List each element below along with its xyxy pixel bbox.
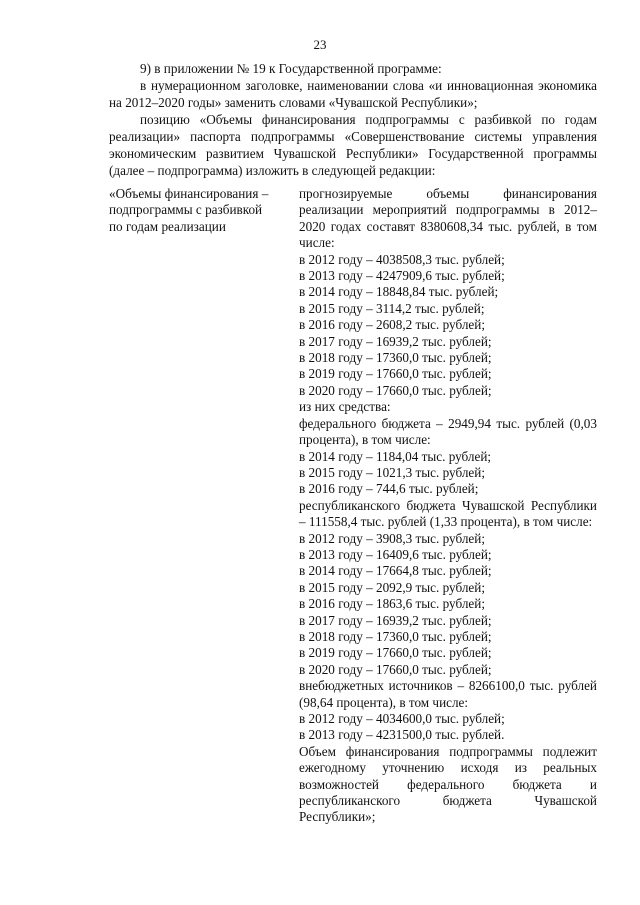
table-left-column: [109, 186, 285, 235]
republic-year-line: в 2018 году – 17360,0 тыс. рублей;: [299, 628, 492, 644]
total-financing-text: прогнозируемые объемы финансирования реализации мероприятий подпрограммы в 2012–2020 годах составят 8380608,34 тыс. рублей, в том числе:: [299, 186, 597, 251]
extrabudgetary-text: внебюджетных источников – 8266100,0 тыс. рублей (98,64 процента), в том числе:: [299, 678, 597, 710]
republic-year-line: в 2015 году – 2092,9 тыс. рублей;: [299, 579, 485, 595]
intro-paragraph-1: 9) в приложении № 19 к Государственной программе:: [140, 61, 442, 76]
republic-year-line: в 2020 году – 17660,0 тыс. рублей;: [299, 661, 492, 677]
financing-note: Объем финансирования подпрограммы подлежит ежегодному уточнению исходя из реальных возможностей федерального бюджета и республиканского бюджета Чувашской Республики»;: [299, 743, 597, 825]
republic-year-line: в 2012 году – 3908,3 тыс. рублей;: [299, 530, 485, 546]
total-year-line: в 2015 году – 3114,2 тыс. рублей;: [299, 300, 485, 316]
extrabudgetary-year-line: в 2012 году – 4034600,0 тыс. рублей;: [299, 711, 505, 726]
republic-year-line: в 2017 году – 16939,2 тыс. рублей;: [299, 612, 492, 628]
total-year-line: в 2017 году – 16939,2 тыс. рублей;: [299, 333, 492, 349]
extrabudgetary-year-line: в 2013 году – 4231500,0 тыс. рублей.: [299, 727, 505, 743]
republic-year-line: в 2014 году – 17664,8 тыс. рублей;: [299, 563, 492, 579]
total-year-line: в 2016 году – 2608,2 тыс. рублей;: [299, 317, 485, 333]
of-them-label: из них средства:: [299, 399, 391, 415]
total-year-line: в 2012 году – 4038508,3 тыс. рублей;: [299, 251, 505, 267]
total-year-line: в 2014 году – 18848,84 тыс. рублей;: [299, 284, 499, 300]
federal-year-line: в 2016 году – 744,6 тыс. рублей;: [299, 481, 479, 497]
republic-budget-text: республиканского бюджета Чувашской Республики – 111558,4 тыс. рублей (1,33 процента), в том числе:: [299, 497, 597, 530]
total-year-line: в 2019 году – 17660,0 тыс. рублей;: [299, 366, 492, 382]
total-year-line: в 2013 году – 4247909,6 тыс. рублей;: [299, 268, 505, 284]
federal-budget-text: федерального бюджета – 2949,94 тыс. рублей (0,03 процента), в том числе:: [299, 415, 597, 448]
republic-year-line: в 2019 году – 17660,0 тыс. рублей;: [299, 645, 492, 661]
table-right-column: [299, 186, 597, 826]
federal-year-line: в 2015 году – 1021,3 тыс. рублей;: [299, 464, 485, 480]
page-number: 23: [313, 37, 327, 52]
total-year-line: в 2020 году – 17660,0 тыс. рублей;: [299, 382, 492, 398]
intro-text: [109, 60, 597, 179]
total-year-line: в 2018 году – 17360,0 тыс. рублей;: [299, 350, 492, 366]
republic-year-line: в 2013 году – 16409,6 тыс. рублей;: [299, 546, 492, 562]
left-label-line: «Объемы финансирования –: [109, 186, 269, 201]
intro-paragraph-2: в нумерационном заголовке, наименовании слова «и инновационная экономика на 2012–2020 годы» заменить словами «Чувашской Республики»;: [109, 78, 597, 110]
left-label-line: по годам реализации: [109, 218, 226, 234]
intro-paragraph-3: позицию «Объемы финансирования подпрограммы с разбивкой по годам реализации» паспорта подпрограммы «Совершенствование системы управления экономическим развитием Чувашской Республики» Государственной программы (далее – подпрограмма) изложить в следующей редакции:: [109, 112, 597, 178]
left-label-line: подпрограммы с разбивкой: [109, 202, 263, 218]
federal-year-line: в 2014 году – 1184,04 тыс. рублей;: [299, 448, 492, 464]
republic-year-line: в 2016 году – 1863,6 тыс. рублей;: [299, 596, 485, 612]
